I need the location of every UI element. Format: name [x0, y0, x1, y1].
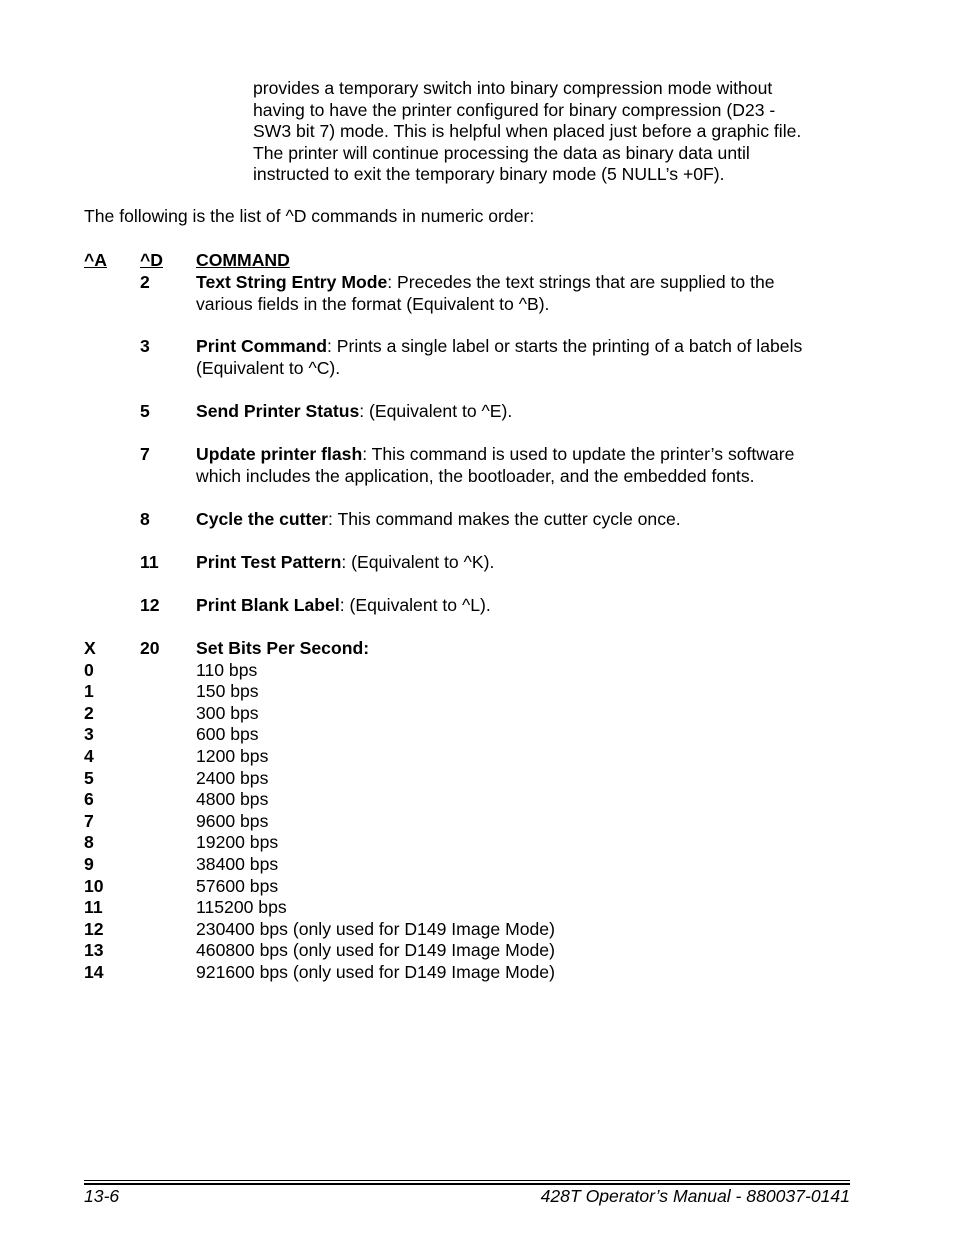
bps-rate-value: 38400 bps [196, 854, 279, 874]
footer-title: 428T Operator’s Manual - 880037-0141 [540, 1186, 850, 1206]
command-name: Update printer flash [196, 444, 363, 464]
command-description [196, 272, 856, 315]
bps-rate-value: 9600 bps [196, 810, 269, 831]
command-text-line2: various fields in the format (Equivalent to ^B). [196, 293, 550, 314]
bps-rate-value: 2400 bps [196, 767, 269, 788]
command-text: : (Equivalent to ^L). [339, 595, 491, 615]
bps-rate-row [84, 832, 684, 854]
command-text-line2: which includes the application, the bootloader, and the embedded fonts. [196, 465, 755, 486]
bps-rate-row [84, 746, 684, 768]
bps-rate-row [84, 789, 684, 811]
intro-line: provides a temporary switch into binary compression mode without [253, 78, 773, 98]
command-description [196, 336, 856, 379]
bps-rate-row [84, 724, 684, 746]
command-text: : Precedes the text strings that are supplied to the [387, 272, 775, 292]
command-text: : (Equivalent to ^K). [341, 552, 495, 572]
bps-command-code: 20 [140, 638, 160, 658]
intro-line: having to have the printer configured for binary compression (D23 - [253, 99, 776, 120]
bps-rate-row [84, 854, 684, 876]
bps-command-name: Set Bits Per Second: [196, 638, 370, 658]
bps-rate-value: 110 bps [196, 659, 258, 680]
bps-rate-value: 600 bps [196, 724, 259, 745]
command-code: 12 [140, 595, 160, 615]
bps-rate-row [84, 811, 684, 833]
bps-rate-x: 10 [84, 875, 104, 896]
footer-rule [84, 1183, 850, 1185]
bps-rate-row [84, 660, 684, 682]
bps-rate-x: 3 [84, 724, 94, 745]
header-col-command: COMMAND [196, 250, 290, 270]
bps-rate-row [84, 876, 684, 898]
bps-rate-x: 8 [84, 832, 94, 853]
lead-text: The following is the list of ^D commands in numeric order: [84, 206, 535, 226]
bps-rate-value: 150 bps [196, 681, 259, 702]
command-text: : This command is used to update the printer’s software [362, 444, 795, 464]
footer-rule [84, 1180, 850, 1181]
footer-page-number: 13-6 [84, 1186, 120, 1206]
command-code: 8 [140, 509, 150, 529]
command-description [196, 444, 856, 487]
bps-rate-x: 4 [84, 746, 94, 766]
bps-x-label: X [84, 638, 96, 658]
intro-line: SW3 bit 7) mode. This is helpful when placed just before a graphic file. [253, 121, 802, 142]
command-name: Print Command [196, 336, 327, 356]
bps-rate-row [84, 940, 684, 962]
bps-rate-x: 12 [84, 918, 104, 939]
bps-rate-row [84, 768, 684, 790]
command-code: 5 [140, 401, 150, 421]
command-name: Text String Entry Mode [196, 272, 388, 292]
intro-line: instructed to exit the temporary binary mode (5 NULL’s +0F). [253, 164, 725, 185]
command-code: 7 [140, 444, 150, 464]
command-code: 3 [140, 336, 150, 356]
bps-rate-value: 115200 bps [196, 897, 287, 918]
bps-rate-x: 0 [84, 659, 94, 680]
bps-rate-x: 14 [84, 962, 104, 982]
bps-rate-x: 2 [84, 702, 94, 723]
command-text: : (Equivalent to ^E). [359, 401, 513, 421]
command-name: Cycle the cutter [196, 509, 328, 529]
bps-rate-value: 4800 bps [196, 789, 269, 810]
bps-rate-x: 11 [84, 897, 103, 918]
bps-rate-value: 57600 bps [196, 875, 279, 896]
bps-rate-x: 6 [84, 789, 94, 810]
bps-rate-x: 1 [84, 681, 94, 702]
command-name: Print Test Pattern [196, 552, 342, 572]
command-code: 2 [140, 272, 150, 292]
header-col-d: ^D [140, 250, 163, 270]
bps-rate-row [84, 681, 684, 703]
command-description [196, 401, 856, 423]
command-text: : Prints a single label or starts the printing of a batch of labels [326, 336, 803, 356]
command-text: : This command makes the cutter cycle once. [328, 509, 681, 529]
command-text-line2: (Equivalent to ^C). [196, 357, 341, 378]
bps-rate-value: 460800 bps (only used for D149 Image Mode) [196, 940, 555, 961]
bps-rate-value: 300 bps [196, 702, 259, 723]
bps-rate-row [84, 703, 684, 725]
bps-rate-value: 19200 bps [196, 832, 279, 853]
header-col-a: ^A [84, 250, 107, 270]
bps-rate-row [84, 962, 684, 984]
bps-rate-x: 5 [84, 767, 94, 788]
bps-rate-x: 13 [84, 940, 104, 961]
bps-rate-value: 921600 bps (only used for D149 Image Mode) [196, 962, 555, 982]
command-description [196, 552, 856, 574]
bps-rate-row [84, 897, 684, 919]
command-description [196, 509, 856, 531]
bps-rate-value: 1200 bps [196, 746, 269, 766]
command-name: Print Blank Label [196, 595, 340, 615]
command-code: 11 [140, 552, 159, 572]
intro-line: The printer will continue processing the data as binary data until [253, 142, 750, 163]
bps-rate-value: 230400 bps (only used for D149 Image Mode) [196, 918, 555, 939]
command-name: Send Printer Status [196, 401, 360, 421]
bps-rate-x: 7 [84, 810, 94, 831]
bps-rate-x: 9 [84, 854, 94, 874]
command-description [196, 595, 856, 617]
bps-rate-row [84, 919, 684, 941]
intro-paragraph [253, 78, 853, 186]
